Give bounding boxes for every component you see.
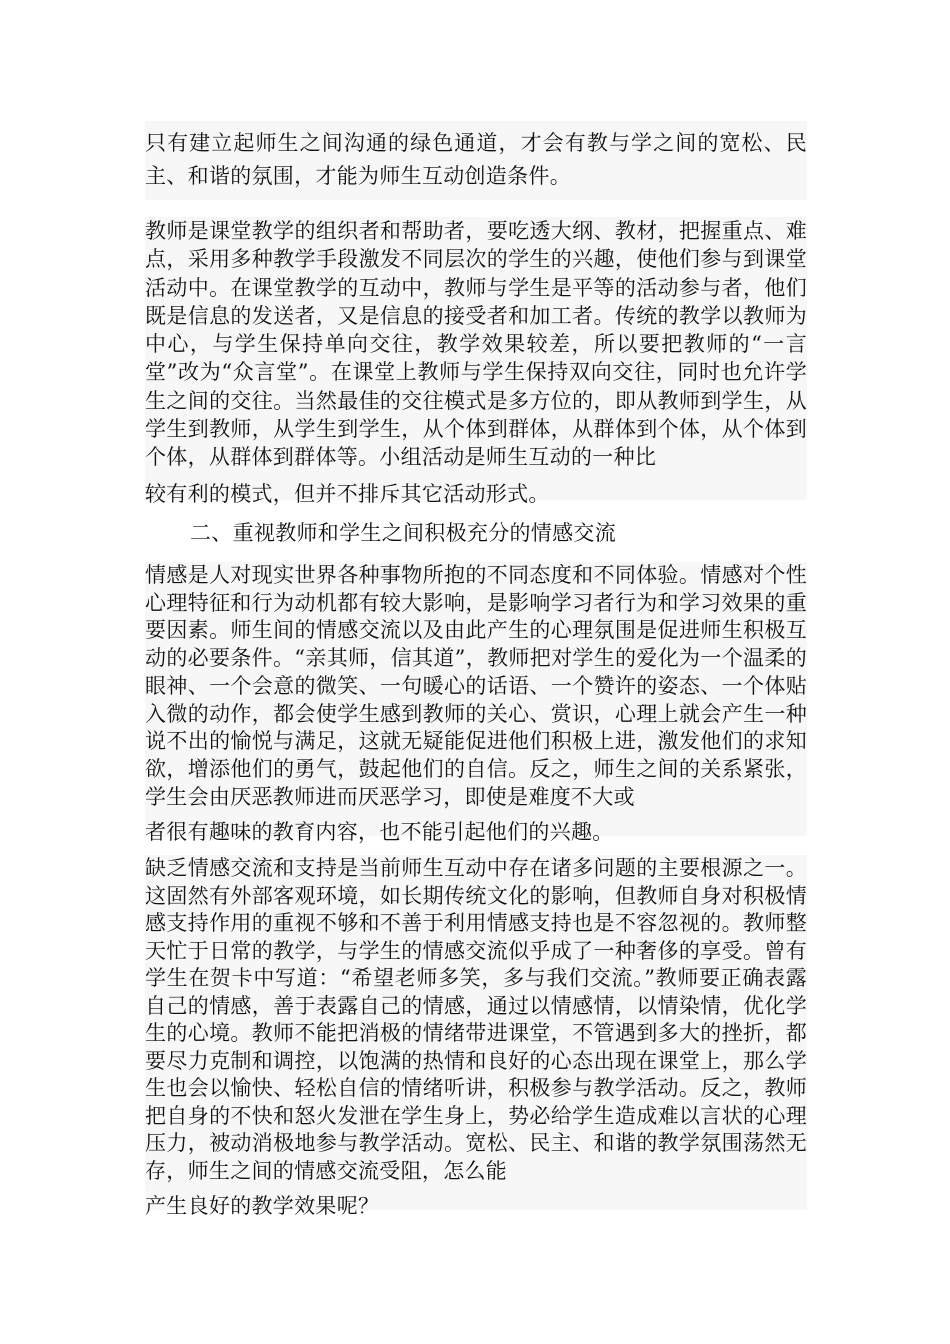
paragraph-teacher-role [145,217,807,506]
paragraph-lack-of-emotion [145,855,807,1218]
section-heading: 二、重视教师和学生之间积极充分的情感交流 [190,521,616,545]
paragraph-last-line: 较有利的模式，但并不排斥其它活动形式。 [145,481,550,506]
paragraph-emotion [145,562,807,845]
paragraph-green-channel [145,121,807,200]
paragraph-text: 教师是课堂教学的组织者和帮助者，要吃透大纲、教材，把握重点、难点，采用多种教学手段激发不同层次的学生的兴趣，使他们参与到课堂活动中。在课堂教学的互动中，教师与学生是平等的活动参与者，他们既是信息的发送者，又是信息的接受者和加工者。传统的教学以教师为中心，与学生保持单向交往，教学效果较差，所以要把教师的“一言堂”改为“众言堂”。在课堂上教师与学生保持双向交往，同时也允许学生之间的交往。当然最佳的交往模式是多方位的，即从教师到学生，从学生到教师，从学生到学生，从个体到群体，从群体到个体，从个体到个体，从群体到群体等。小组活动是师生互动的一种比 [145,219,807,470]
paragraph-last-line: 者很有趣味的教育内容，也不能引起他们的兴趣。 [145,820,614,845]
paragraph-text: 缺乏情感交流和支持是当前师生互动中存在诸多问题的主要根源之一。这固然有外部客观环境，如长期传统文化的影响，但教师自身对积极情感支持作用的重视不够和不善于利用情感支持也是不容忽视的。教师整天忙于日常的教学，与学生的情感交流似乎成了一种奢侈的享受。曾有学生在贺卡中写道：“希望老师多笑，多与我们交流。”教师要正确表露自己的情感，善于表露自己的情感，通过以情感情，以情染情，优化学生的心境。教师不能把消极的情绪带进课堂，不管遇到多大的挫折，都要尽力克制和调控，以饱满的热情和良好的心态出现在课堂上，那么学生也会以愉快、轻松自信的情绪听讲，积极参与教学活动。反之，教师把自身的不快和怒火发泄在学生身上，势必给学生造成难以言状的心理压力，被动消极地参与教学活动。宽松、民主、和谐的教学氛围荡然无存，师生之间的情感交流受阻，怎么能 [145,856,807,1183]
paragraph-last-line: 产生良好的教学效果呢？ [145,1194,380,1218]
paragraph-text: 情感是人对现实世界各种事物所抱的不同态度和不同体验。情感对个性心理特征和行为动机都有较大影响，是影响学习者行为和学习效果的重要因素。师生间的情感交流以及由此产生的心理氛围是促进师生积极互动的必要条件。“亲其师，信其道”，教师把对学生的爱化为一个温柔的眼神、一个会意的微笑、一句暖心的话语、一个赞许的姿态、一个体贴入微的动作，都会使学生感到教师的关心、赏识，心理上就会产生一种说不出的愉悦与满足，这就无疑能促进他们积极上进，激发他们的求知欲，增添他们的勇气，鼓起他们的自信。反之，师生之间的关系紧张，学生会由厌恶教师进而厌恶学习，即使是难度不大或 [145,563,807,809]
paragraph-text: 只有建立起师生之间沟通的绿色通道，才会有教与学之间的宽松、民主、和谐的氛围，才能为师生互动创造条件。 [145,131,807,188]
